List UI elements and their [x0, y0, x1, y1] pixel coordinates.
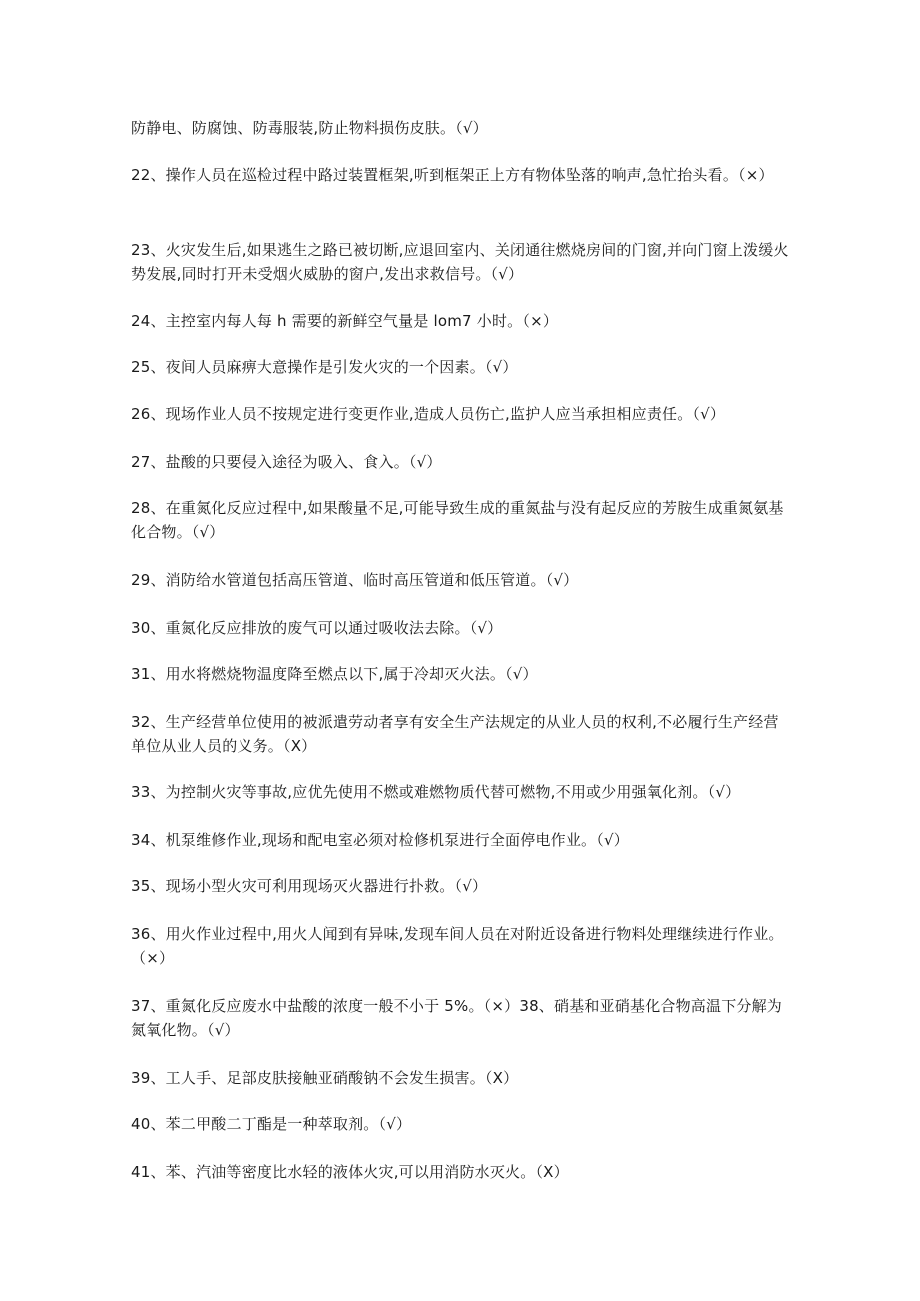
question-item: 39、工人手、足部皮肤接触亚硝酸钠不会发生损害。（X）: [131, 1069, 519, 1087]
question-item: 23、火灾发生后,如果逃生之路已被切断,应退回室内、关闭通往燃烧房间的门窗,并向门窗上泼缓火势发展,同时打开未受烟火威胁的窗户,发出求救信号。（√）: [131, 241, 789, 283]
question-item: 22、操作人员在巡检过程中路过装置框架,听到框架正上方有物体坠落的响声,急忙抬头看。（×）: [131, 166, 774, 184]
question-item: 31、用水将燃烧物温度降至燃点以下,属于冷却灭火法。（√）: [131, 665, 538, 683]
question-item: 35、现场小型火灾可利用现场灭火器进行扑救。（√）: [131, 877, 488, 895]
question-item: 40、苯二甲酸二丁酯是一种萃取剂。（√）: [131, 1115, 412, 1133]
question-item: 34、机泵维修作业,现场和配电室必须对检修机泵进行全面停电作业。（√）: [131, 831, 629, 849]
question-item: 防静电、防腐蚀、防毒服装,防止物料损伤皮肤。（√）: [131, 119, 488, 137]
question-item: 36、用火作业过程中,用火人闻到有异味,发现车间人员在对附近设备进行物料处理继续进行作业。（×）: [131, 925, 784, 967]
question-item: 27、盐酸的只要侵入途径为吸入、食入。（√）: [131, 453, 442, 471]
question-item: 28、在重氮化反应过程中,如果酸量不足,可能导致生成的重氮盐与没有起反应的芳胺生成重氮氨基化合物。（√）: [131, 499, 784, 541]
question-item: 29、消防给水管道包括高压管道、临时高压管道和低压管道。（√）: [131, 571, 579, 589]
question-item: 37、重氮化反应废水中盐酸的浓度一般不小于 5%。（×）38、硝基和亚硝基化合物高温下分解为氮氧化物。（√）: [131, 997, 783, 1039]
question-item: 25、夜间人员麻痹大意操作是引发火灾的一个因素。（√）: [131, 358, 518, 376]
question-item: 24、主控室内每人每 h 需要的新鲜空气量是 lom7 小时。（×）: [131, 312, 559, 330]
question-item: 33、为控制火灾等事故,应优先使用不燃或难燃物质代替可燃物,不用或少用强氧化剂。（√）: [131, 783, 741, 801]
question-item: 26、现场作业人员不按规定进行变更作业,造成人员伤亡,监护人应当承担相应责任。（√）: [131, 405, 726, 423]
question-item: 32、生产经营单位使用的被派遣劳动者享有安全生产法规定的从业人员的权利,不必履行生产经营单位从业人员的义务。（X）: [131, 713, 779, 755]
question-item: 41、苯、汽油等密度比水轻的液体火灾,可以用消防水灭火。（X）: [131, 1163, 569, 1181]
question-item: 30、重氮化反应排放的废气可以通过吸收法去除。（√）: [131, 619, 503, 637]
